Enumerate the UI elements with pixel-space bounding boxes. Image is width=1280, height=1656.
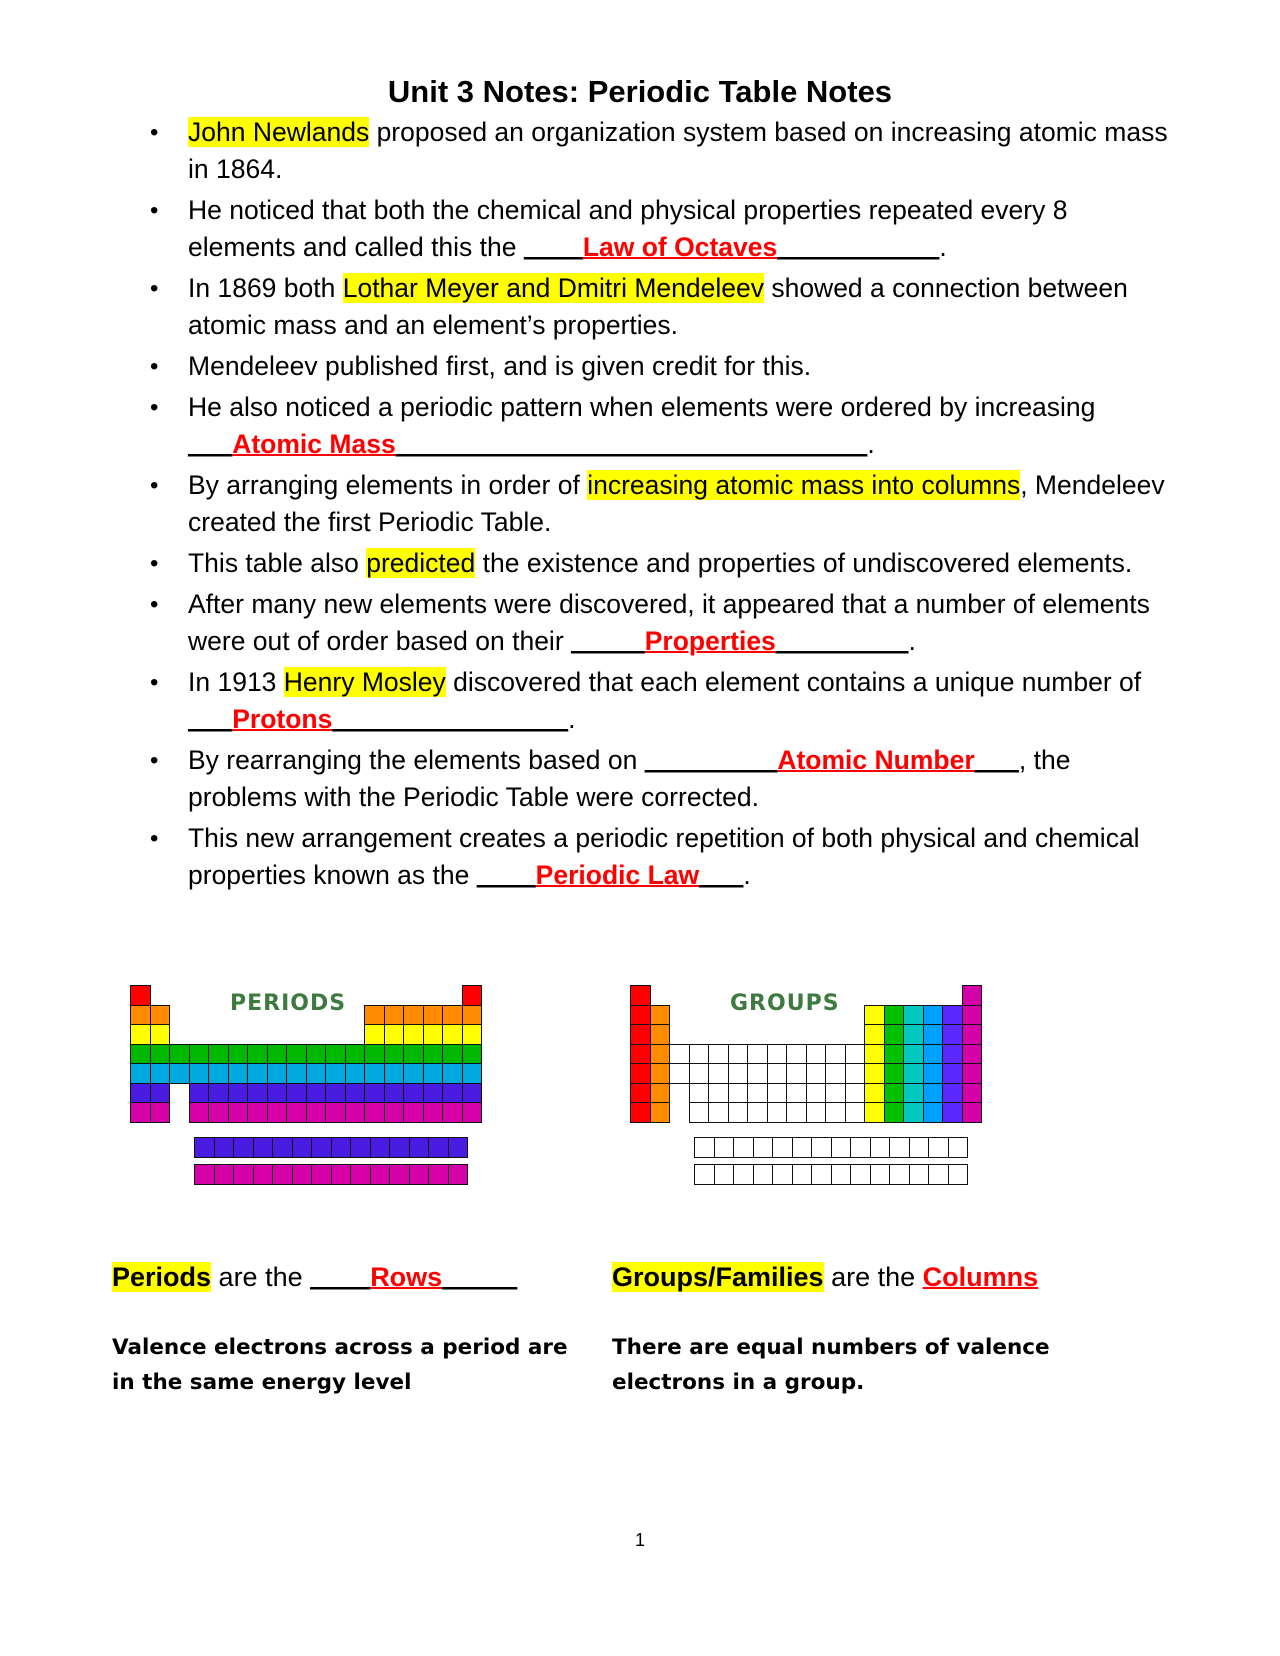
element-cell [130,985,151,1006]
element-cell [130,1024,151,1045]
element-cell [864,1083,885,1104]
element-cell [864,1102,885,1123]
element-cell [747,1044,768,1065]
element-cell [267,1063,288,1084]
element-cell [772,1164,793,1185]
element-cell [689,1044,710,1065]
element-cell [267,1083,288,1104]
element-cell [247,1063,268,1084]
element-cell [903,1024,924,1045]
element-cell [825,1063,846,1084]
page-title: Unit 3 Notes: Periodic Table Notes [387,74,893,109]
element-cell [325,1102,346,1123]
element-cell [364,1024,385,1045]
element-cell [233,1137,254,1158]
element-cell [311,1137,332,1158]
groups-subnote: There are equal numbers of valence electrons in a group. [612,1335,1050,1395]
element-cell [350,1164,371,1185]
element-cell [194,1164,215,1185]
element-cell [286,1102,307,1123]
element-cell [728,1063,749,1084]
element-cell [767,1063,788,1084]
element-cell [630,985,651,1006]
element-cell [747,1063,768,1084]
element-cell [247,1083,268,1104]
element-cell [962,985,983,1006]
element-cell [208,1044,229,1065]
page-number: 1 [634,1530,645,1550]
element-cell [689,1083,710,1104]
element-cell [350,1137,371,1158]
element-cell [884,1024,905,1045]
element-cell [753,1137,774,1158]
element-cell [214,1137,235,1158]
element-cell [903,1005,924,1026]
element-cell [962,1005,983,1026]
element-cell [442,1005,463,1026]
element-cell [150,1044,171,1065]
element-cell [345,1083,366,1104]
element-cell [694,1137,715,1158]
element-cell [389,1137,410,1158]
element-cell [689,1063,710,1084]
answer-periodic-law: Periodic Law [535,860,700,890]
element-cell [370,1164,391,1185]
element-cell [825,1083,846,1104]
element-cell [423,1024,444,1045]
answer-atomic-mass: Atomic Mass [232,429,396,459]
note-properties: • After many new elements were discovered, it appeared that a number of elements were out of order based on their _____Properties_________. [150,586,1180,660]
element-cell [403,1024,424,1045]
element-cell [669,1044,690,1065]
element-cell [384,1063,405,1084]
element-cell [870,1137,891,1158]
element-cell [428,1137,449,1158]
element-cell [903,1083,924,1104]
element-cell [923,1063,944,1084]
element-cell [364,1005,385,1026]
element-cell [864,1044,885,1065]
element-cell [630,1005,651,1026]
element-cell [403,1102,424,1123]
element-cell [189,1063,210,1084]
element-cell [845,1063,866,1084]
element-cell [228,1063,249,1084]
element-cell [442,1063,463,1084]
element-cell [630,1083,651,1104]
element-cell [923,1044,944,1065]
element-cell [806,1063,827,1084]
element-cell [728,1083,749,1104]
element-cell [747,1083,768,1104]
element-cell [942,1024,963,1045]
element-cell [864,1005,885,1026]
element-cell [708,1063,729,1084]
element-cell [389,1164,410,1185]
element-cell [942,1063,963,1084]
element-cell [325,1063,346,1084]
element-cell [962,1024,983,1045]
element-cell [747,1102,768,1123]
element-cell [462,1044,483,1065]
element-cell [306,1102,327,1123]
element-cell [364,1044,385,1065]
element-cell [962,1083,983,1104]
element-cell [370,1137,391,1158]
element-cell [208,1102,229,1123]
element-cell [884,1044,905,1065]
element-cell [728,1102,749,1123]
element-cell [423,1005,444,1026]
element-cell [442,1024,463,1045]
element-cell [889,1164,910,1185]
element-cell [428,1164,449,1185]
element-cell [909,1137,930,1158]
element-cell [923,1083,944,1104]
element-cell [650,1044,671,1065]
element-cell [850,1164,871,1185]
element-cell [442,1102,463,1123]
element-cell [403,1063,424,1084]
element-cell [845,1044,866,1065]
periods-term: Periods [112,1262,212,1292]
element-cell [448,1137,469,1158]
element-cell [694,1164,715,1185]
element-cell [792,1164,813,1185]
element-cell [845,1083,866,1104]
groups-table-figure [630,985,1000,1230]
answer-columns: Columns [922,1262,1039,1292]
element-cell [272,1137,293,1158]
element-cell [630,1024,651,1045]
element-cell [650,1005,671,1026]
element-cell [689,1102,710,1123]
element-cell [169,1044,190,1065]
element-cell [767,1102,788,1123]
element-cell [772,1137,793,1158]
element-cell [442,1044,463,1065]
note-predicted: • This table also predicted the existence and properties of undiscovered elements. [150,545,1180,582]
element-cell [948,1137,969,1158]
element-cell [903,1063,924,1084]
element-cell [831,1137,852,1158]
element-cell [150,1063,171,1084]
element-cell [403,1044,424,1065]
answer-atomic-number: Atomic Number [777,745,975,775]
highlight: Henry Mosley [283,667,446,697]
answer-properties: Properties [644,626,776,656]
element-cell [384,1044,405,1065]
element-cell [150,1102,171,1123]
element-cell [630,1044,651,1065]
element-cell [292,1137,313,1158]
element-cell [630,1063,651,1084]
element-cell [767,1083,788,1104]
note-meyer-mendeleev: • In 1869 both Lothar Meyer and Dmitri Mendeleev showed a connection between atomic mass and an element’s properties. [150,270,1180,344]
element-cell [364,1063,385,1084]
element-cell [786,1063,807,1084]
element-cell [889,1137,910,1158]
element-cell [194,1137,215,1158]
element-cell [130,1102,151,1123]
element-cell [311,1164,332,1185]
element-cell [942,1044,963,1065]
element-cell [884,1102,905,1123]
element-cell [364,1102,385,1123]
element-cell [384,1083,405,1104]
element-cell [448,1164,469,1185]
note-atomic-mass: • He also noticed a periodic pattern when elements were ordered by increasing ___Atomic Mass________________________________. [150,389,1180,463]
element-cell [189,1102,210,1123]
note-atomic-number: • By rearranging the elements based on _________Atomic Number___, the problems with the Periodic Table were corrected. [150,742,1180,816]
highlight: John Newlands [188,117,370,147]
element-cell [462,1102,483,1123]
element-cell [331,1164,352,1185]
note-newlands: • John Newlands proposed an organization system based on increasing atomic mass in 1864. [150,114,1180,188]
note-periodic-law: • This new arrangement creates a periodic repetition of both physical and chemical properties known as the ____Periodic Law___. [150,820,1180,894]
element-cell [708,1102,729,1123]
element-cell [864,1063,885,1084]
element-cell [423,1063,444,1084]
element-cell [650,1083,671,1104]
element-cell [786,1083,807,1104]
element-cell [462,1005,483,1026]
element-cell [650,1024,671,1045]
periods-table-figure [130,985,500,1230]
element-cell [228,1044,249,1065]
element-cell [409,1137,430,1158]
element-cell [345,1102,366,1123]
element-cell [962,1102,983,1123]
element-cell [462,1083,483,1104]
element-cell [462,1063,483,1084]
notes-list [150,114,1180,898]
element-cell [630,1102,651,1123]
element-cell [733,1164,754,1185]
periods-caption: Periods are the ____Rows_____ [112,1262,518,1292]
note-credit: • Mendeleev published first, and is given credit for this. [150,348,1180,385]
element-cell [806,1102,827,1123]
element-cell [811,1137,832,1158]
element-cell [948,1164,969,1185]
element-cell [345,1063,366,1084]
element-cell [130,1083,151,1104]
element-cell [942,1102,963,1123]
groups-label: GROUPS [730,991,840,1016]
element-cell [364,1083,385,1104]
element-cell [403,1083,424,1104]
element-cell [669,1063,690,1084]
element-cell [903,1102,924,1123]
element-cell [286,1083,307,1104]
element-cell [733,1137,754,1158]
element-cell [928,1164,949,1185]
element-cell [708,1044,729,1065]
element-cell [903,1044,924,1065]
element-cell [962,1044,983,1065]
element-cell [650,1063,671,1084]
element-cell [247,1044,268,1065]
element-cell [233,1164,254,1185]
element-cell [909,1164,930,1185]
element-cell [384,1024,405,1045]
element-cell [767,1044,788,1065]
element-cell [962,1063,983,1084]
element-cell [923,1024,944,1045]
element-cell [384,1102,405,1123]
element-cell [384,1005,405,1026]
element-cell [792,1137,813,1158]
element-cell [409,1164,430,1185]
element-cell [806,1044,827,1065]
element-cell [923,1005,944,1026]
periods-subnote: Valence electrons across a period are in the same energy level [112,1335,568,1395]
element-cell [130,1005,151,1026]
groups-caption: Groups/Families are the Columns [612,1262,1039,1292]
element-cell [423,1044,444,1065]
element-cell [130,1044,151,1065]
element-cell [325,1083,346,1104]
note-octaves: • He noticed that both the chemical and physical properties repeated every 8 elements and called this the ____Law of Octaves___________. [150,192,1180,266]
element-cell [806,1083,827,1104]
note-mosley: • In 1913 Henry Mosley discovered that each element contains a unique number of ___Protons________________. [150,664,1180,738]
element-cell [786,1044,807,1065]
element-cell [753,1164,774,1185]
element-cell [150,1024,171,1045]
element-cell [825,1102,846,1123]
element-cell [923,1102,944,1123]
highlight: Lothar Meyer and Dmitri Mendeleev [342,273,764,303]
element-cell [306,1063,327,1084]
element-cell [228,1102,249,1123]
element-cell [423,1083,444,1104]
element-cell [253,1137,274,1158]
element-cell [345,1044,366,1065]
element-cell [306,1083,327,1104]
element-cell [272,1164,293,1185]
element-cell [267,1102,288,1123]
element-cell [403,1005,424,1026]
element-cell [331,1137,352,1158]
element-cell [942,1083,963,1104]
element-cell [708,1083,729,1104]
element-cell [462,985,483,1006]
element-cell [214,1164,235,1185]
element-cell [786,1102,807,1123]
element-cell [292,1164,313,1185]
element-cell [442,1083,463,1104]
answer-law-of-octaves: Law of Octaves [582,232,778,262]
element-cell [247,1102,268,1123]
element-cell [884,1063,905,1084]
element-cell [150,1083,171,1104]
element-cell [650,1102,671,1123]
element-cell [325,1044,346,1065]
note-first-table: • By arranging elements in order of increasing atomic mass into columns, Mendeleev created the first Periodic Table. [150,467,1180,541]
periods-label: PERIODS [230,991,347,1016]
element-cell [189,1083,210,1104]
element-cell [286,1063,307,1084]
element-cell [228,1083,249,1104]
element-cell [811,1164,832,1185]
element-cell [870,1164,891,1185]
element-cell [864,1024,885,1045]
element-cell [714,1164,735,1185]
element-cell [850,1137,871,1158]
element-cell [286,1044,307,1065]
highlight: increasing atomic mass into columns [587,470,1021,500]
element-cell [714,1137,735,1158]
highlight: predicted [366,548,476,578]
element-cell [845,1102,866,1123]
element-cell [267,1044,288,1065]
element-cell [306,1044,327,1065]
element-cell [423,1102,444,1123]
element-cell [928,1137,949,1158]
element-cell [208,1083,229,1104]
element-cell [462,1024,483,1045]
element-cell [253,1164,274,1185]
element-cell [728,1044,749,1065]
element-cell [942,1005,963,1026]
element-cell [150,1005,171,1026]
element-cell [884,1005,905,1026]
element-cell [208,1063,229,1084]
answer-protons: Protons [232,704,333,734]
element-cell [169,1063,190,1084]
element-cell [884,1083,905,1104]
groups-term: Groups/Families [612,1262,824,1292]
element-cell [189,1044,210,1065]
answer-rows: Rows [370,1262,443,1292]
element-cell [130,1063,151,1084]
element-cell [825,1044,846,1065]
element-cell [831,1164,852,1185]
